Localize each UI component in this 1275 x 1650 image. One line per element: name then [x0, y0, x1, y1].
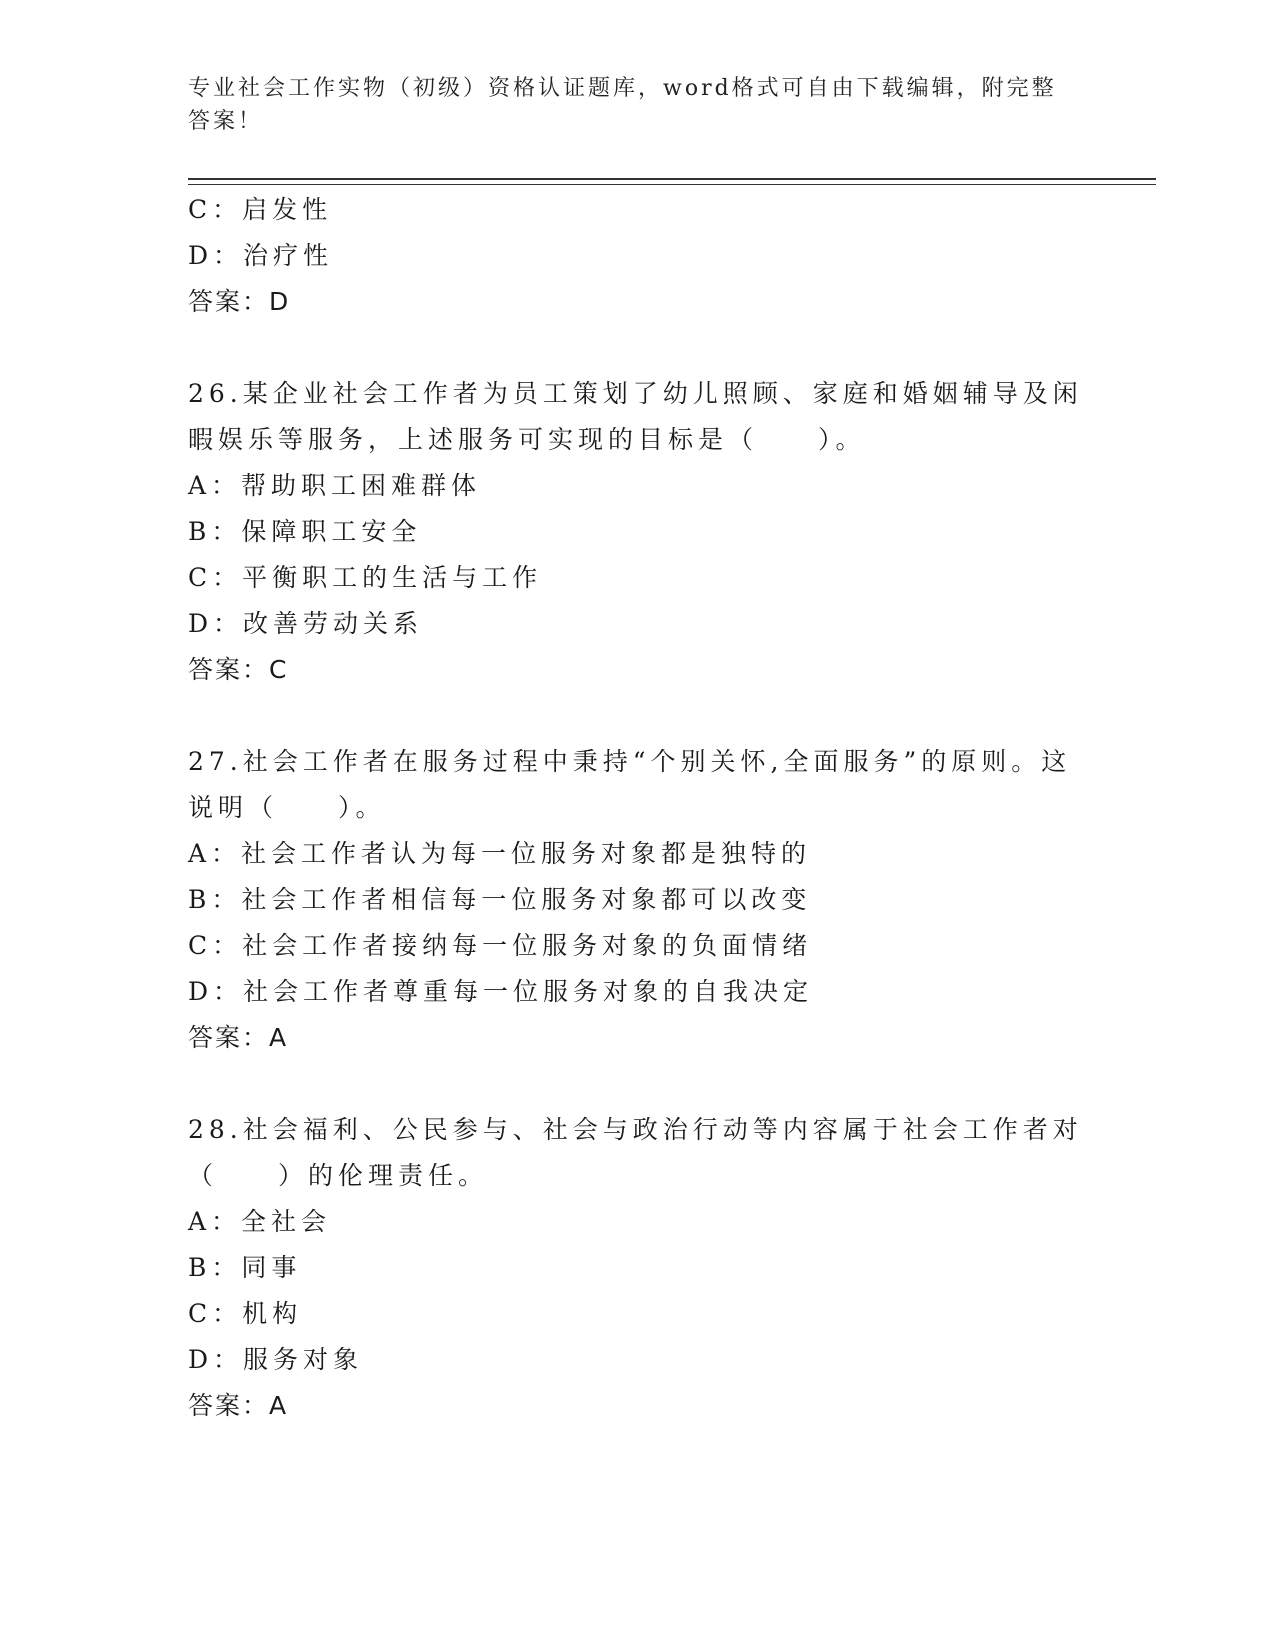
question-list — [188, 187, 1088, 1429]
question-block-27 — [188, 739, 1088, 1061]
option-a: A：社会工作者认为每一位服务对象都是独特的 — [188, 839, 812, 868]
option-b: B：同事 — [188, 1253, 302, 1282]
header-rule-thick — [188, 178, 1156, 180]
option-c: C：启发性 — [188, 195, 333, 224]
option-d: D：服务对象 — [188, 1345, 364, 1374]
option-c: C：机构 — [188, 1299, 303, 1328]
answer-line: 答案：C — [188, 655, 289, 684]
answer-line: 答案：A — [188, 1391, 289, 1420]
option-c: C：社会工作者接纳每一位服务对象的负面情绪 — [188, 931, 813, 960]
option-a: A：帮助职工困难群体 — [188, 471, 482, 500]
option-c: C：平衡职工的生活与工作 — [188, 563, 543, 592]
option-d: D：治疗性 — [188, 241, 334, 270]
question-block-28 — [188, 1107, 1088, 1429]
spacer — [188, 693, 1088, 739]
question-stem: 27.社会工作者在服务过程中秉持“个别关怀,全面服务”的原则。这说明（ ）。 — [188, 747, 1072, 822]
option-d: D：社会工作者尊重每一位服务对象的自我决定 — [188, 977, 814, 1006]
question-block-25 — [188, 187, 1088, 325]
question-block-26 — [188, 371, 1088, 693]
spacer — [188, 1061, 1088, 1107]
option-b: B：保障职工安全 — [188, 517, 422, 546]
question-stem: 28.社会福利、公民参与、社会与政治行动等内容属于社会工作者对（ ）的伦理责任。 — [188, 1115, 1083, 1190]
question-stem: 26.某企业社会工作者为员工策划了幼儿照顾、家庭和婚姻辅导及闲暇娱乐等服务，上述服务可实现的目标是（ ）。 — [188, 379, 1083, 454]
option-d: D：改善劳动关系 — [188, 609, 424, 638]
option-a: A：全社会 — [188, 1207, 332, 1236]
answer-line: 答案：D — [188, 287, 291, 316]
spacer — [188, 325, 1088, 371]
document-header: 专业社会工作实物（初级）资格认证题库，word格式可自由下载编辑，附完整答案！ — [188, 76, 1057, 134]
option-b: B：社会工作者相信每一位服务对象都可以改变 — [188, 885, 812, 914]
answer-line: 答案：A — [188, 1023, 289, 1052]
header-rule-thin — [188, 184, 1156, 185]
